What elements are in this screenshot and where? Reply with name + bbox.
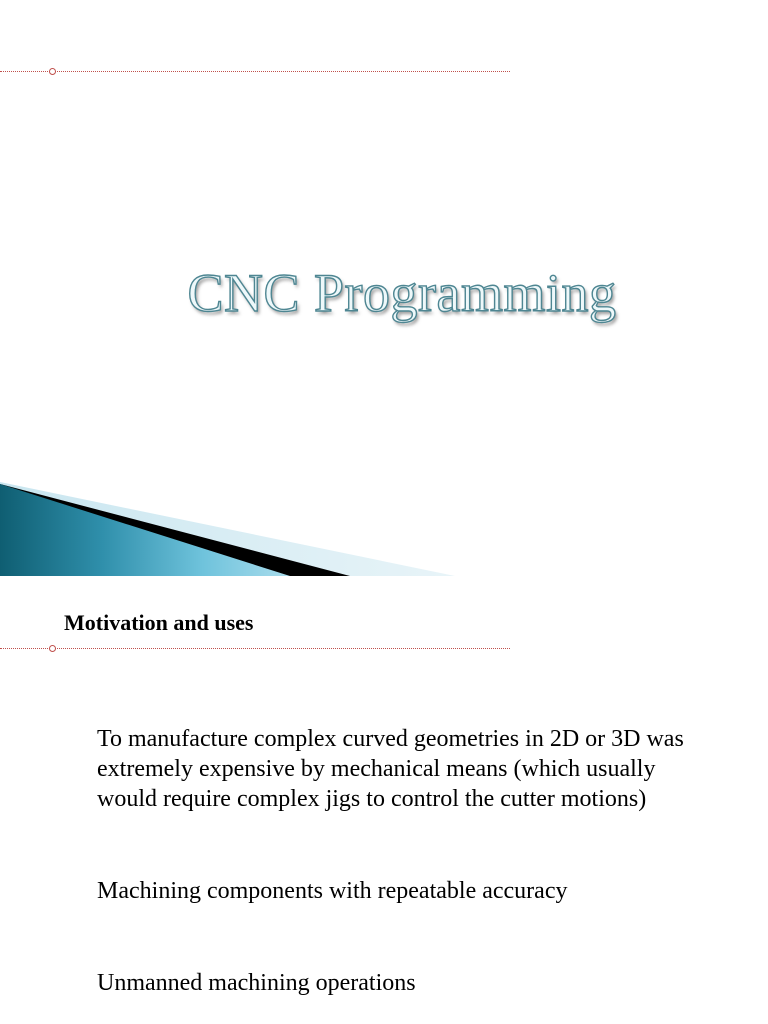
content-slide — [0, 576, 768, 1024]
dotted-divider — [0, 648, 510, 649]
bullet-list — [97, 724, 717, 998]
slide-heading: Motivation and uses — [64, 610, 254, 635]
bullet-item: To manufacture complex curved geometries in 2D or 3D was extremely expensive by mechanical means (which usually would require complex jigs to control the cutter motions) — [97, 726, 684, 812]
divider-ornament — [49, 645, 56, 652]
bullet-item: Machining components with repeatable accuracy — [97, 878, 568, 904]
decorative-swoosh — [0, 470, 768, 576]
divider-ornament — [49, 68, 56, 75]
bullet-item: Unmanned machining operations — [97, 970, 416, 996]
dotted-divider — [0, 71, 510, 72]
slide-title — [0, 258, 768, 328]
slide-title-text: CNC Programming — [187, 263, 617, 323]
